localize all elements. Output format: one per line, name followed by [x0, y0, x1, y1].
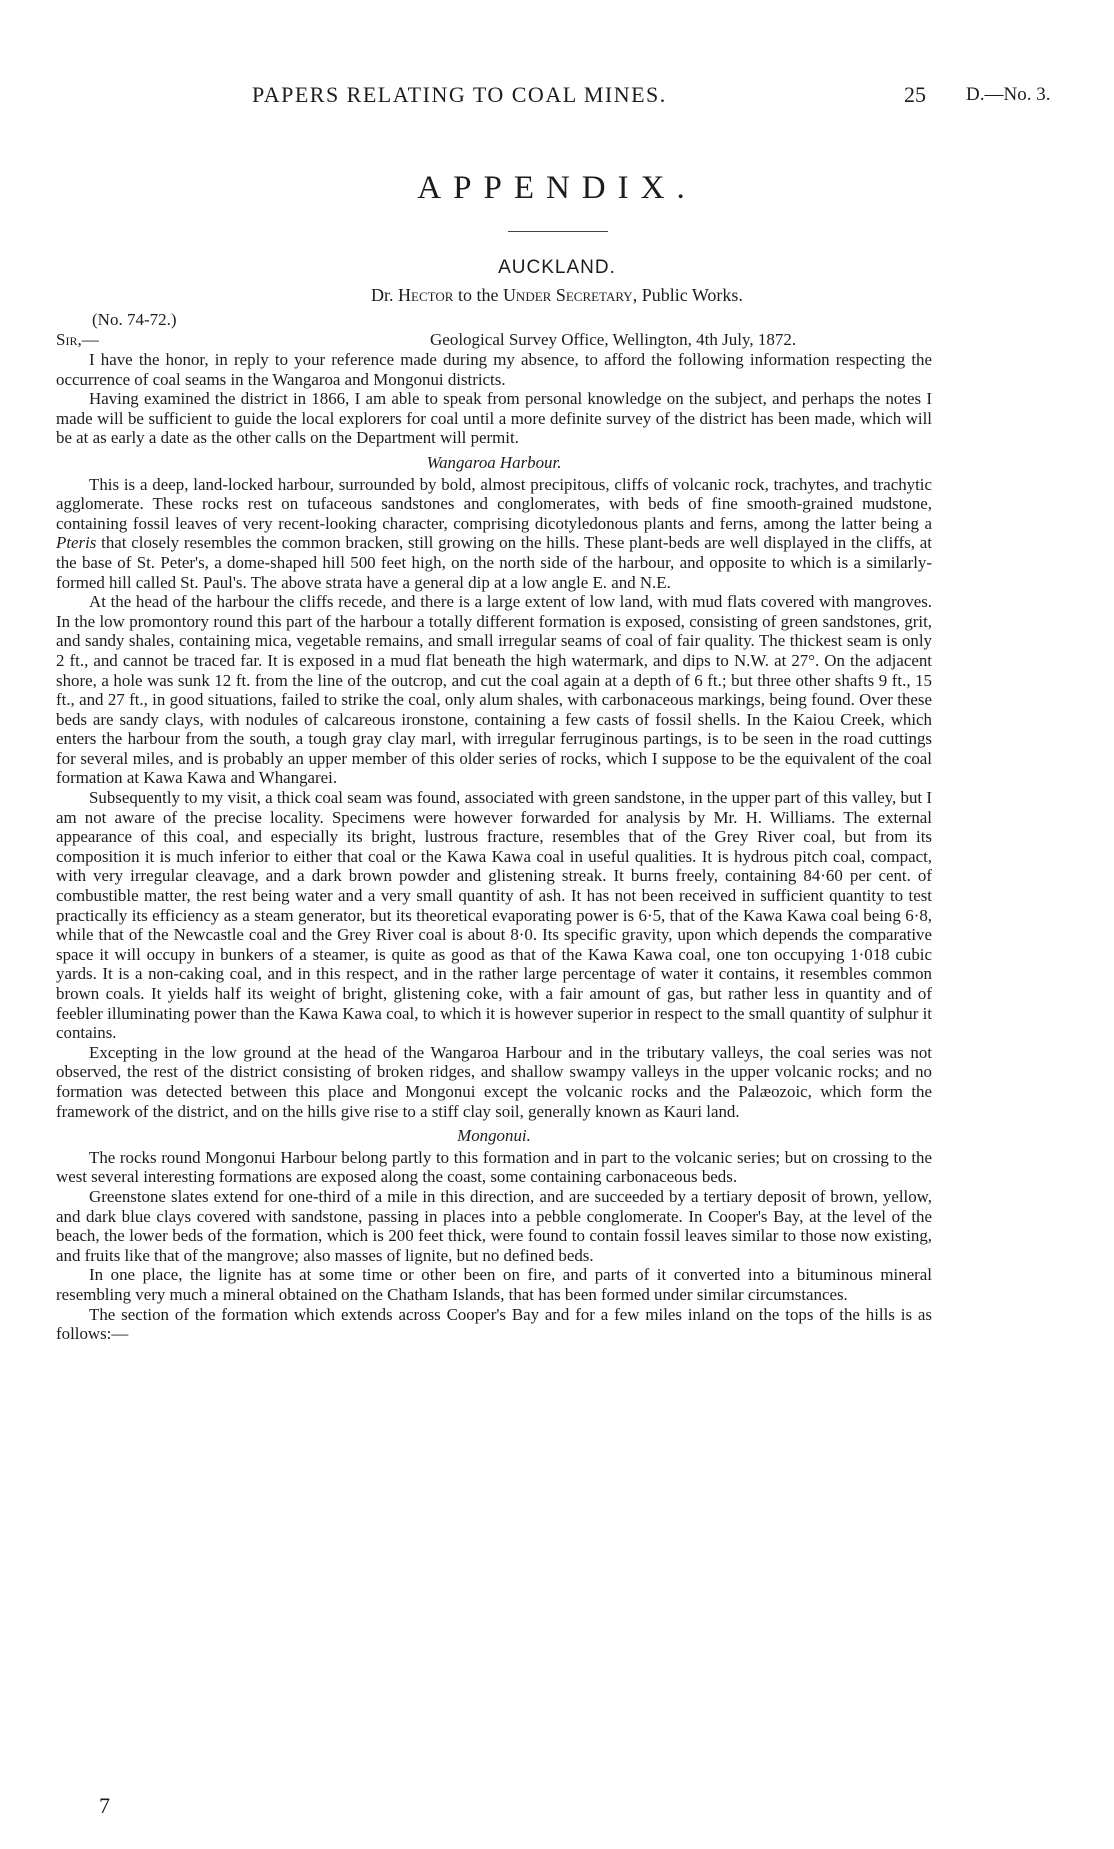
paragraph: Subsequently to my visit, a thick coal seam was found, associated with green sandstone, in the upper part of this valley, but I am not aware of the precise locality. Specimens were however forwarded for analysis by Mr. H. Williams. The external appearance of this coal, and especially its bright, lustrous fracture, resembles that of the Grey River coal, but from its composition it is much inferior to either that coal or the Kawa Kawa coal in useful qualities. It is hydrous pitch coal, compact, with very irregular cleavage, and a dark brown powder and glistening streak. It burns freely, containing 84·60 per cent. of combustible matter, the rest being water and a very small quantity of ash. It has not been received in sufficient quantity to test practically its efficiency as a steam generator, but its theoretical evaporating power is 6·5, that of the Kawa Kawa coal being 6·8, while that of the Newcastle coal and the Grey River coal is about 8·0. Its specific gravity, upon which depends the comparative space it will occupy in bunkers of a steamer, is quite as good as that of the Kawa Kawa coal, one ton occupying 1·018 cubic yards. It is a non-caking coal, and in this respect, and in the rather large percentage of water it contains, it resembles common brown coals. It yields half its weight of bright, glistening coke, with a fair amount of gas, but rather less in quantity and of feebler illuminating power than the Kawa Kawa coal, to which it is however superior in respect to the small quantity of sulphur it contains.: [56, 788, 932, 1043]
salutation: [56, 330, 99, 350]
paragraph-part: that closely resembles the common bracken, still growing on the hills. These plant-beds are well displayed in the cliffs, at the base of St. Peter's, a dome-shaped hill 500 feet high, on the north side of the harbour, and opposite to which is a similarly-formed hill called St. Paul's. The above strata have a general dip at a low angle E. and N.E.: [56, 533, 932, 592]
subheading-wangaroa: Wangaroa Harbour.: [426, 452, 562, 472]
paragraph: Greenstone slates extend for one-third of a mile in this direction, and are succeeded by a tertiary deposit of brown, yellow, and dark blue clays covered with sandstone, passing in places into a pebble conglomerate. In Cooper's Bay, at the level of the beach, the lower beds of the formation, which is 200 feet thick, were found to contain fossil leaves similar to those now existing, and fruits like that of the mangrove; also masses of lignite, but no defined beds.: [56, 1186, 932, 1265]
subheading-mongonui: Mongonui.: [457, 1126, 531, 1146]
section-title: AUCKLAND.: [498, 257, 616, 278]
dateline: Geological Survey Office, Wellington, 4th July, 1872.: [430, 330, 797, 349]
paragraph: I have the honor, in reply to your reference made during my absence, to afford the following information respecting the occurrence of coal seams in the Wangaroa and Mongonui districts.: [56, 350, 932, 389]
reference-number: (No. 74-72.): [92, 310, 177, 329]
sender-name: Hector: [398, 285, 454, 305]
paragraph: [56, 475, 932, 593]
letter-body: [56, 350, 932, 1344]
series-reference: D.—No. 3.: [966, 84, 1051, 105]
title-divider: [508, 231, 608, 232]
paragraph: Excepting in the low ground at the head of the Wangaroa Harbour and in the tributary valleys, the coal series was not observed, the rest of the district consisting of broken ridges, and shallow swampy valleys in the upper volcanic rocks; and no formation was detected between this place and Mongonui except the volcanic rocks and the Palæozoic, which form the framework of the district, and on the hills give rise to a stiff clay soil, generally known as Kauri land.: [56, 1042, 932, 1121]
addressee-mid: to the: [453, 285, 503, 305]
paragraph: At the head of the harbour the cliffs recede, and there is a large extent of low land, with mud flats covered with mangroves. In the low promontory round this part of the harbour a totally different formation is exposed, consisting of green sandstones, grit, and sandy shales, containing mica, vegetable remains, and small irregular seams of coal of fair quality. The thickest seam is only 2 ft., and cannot be traced far. It is exposed in a mud flat beneath the high watermark, and dips to N.W. at 27°. On the adjacent shore, a hole was sunk 12 ft. from the line of the outcrop, and cut the coal again at a depth of 6 ft.; but three other shafts 9 ft., 15 ft., and 27 ft., in good situations, failed to strike the coal, only alum shales, with carbonaceous markings, being found. Over these beds are sandy clays, with nodules of calcareous ironstone, containing a few casts of fossil shells. In the Kaiou Creek, which enters the harbour from the south, a tough gray clay marl, with irregular ferruginous partings, is to be seen in the road cuttings for several miles, and is probably an upper member of this older series of rocks, which I suppose to be the equivalent of the coal formation at Kawa Kawa and Whangarei.: [56, 592, 932, 788]
appendix-title: APPENDIX.: [417, 170, 697, 206]
italic-term: Pteris: [56, 533, 97, 553]
paragraph: In one place, the lignite has at some time or other been on fire, and parts of it converted into a bituminous mineral resembling very much a mineral obtained on the Chatham Islands, that has been formed under similar circumstances.: [56, 1265, 932, 1304]
addressee-prefix: Dr.: [371, 285, 399, 305]
running-title: PAPERS RELATING TO COAL MINES.: [252, 82, 667, 107]
page-number: 25: [904, 82, 926, 107]
recipient-name: Under Secretary: [502, 285, 633, 305]
addressee-line: [0, 285, 1114, 306]
running-header: [0, 82, 1114, 112]
printer-signature-mark: 7: [99, 1793, 110, 1818]
paragraph: The section of the formation which extends across Cooper's Bay and for a few miles inland on the tops of the hills is as follows:—: [56, 1304, 932, 1344]
paragraph: Having examined the district in 1866, I am able to speak from personal knowledge on the subject, and perhaps the notes I made will be sufficient to guide the local explorers for coal until a more definite survey of the district has been made, which will be at as early a date as the other calls on the Department will permit.: [56, 389, 932, 448]
addressee-suffix: , Public Works.: [632, 285, 743, 305]
salutation-text: Sir,—: [56, 330, 99, 349]
paragraph: The rocks round Mongonui Harbour belong partly to this formation and in part to the volcanic series; but on crossing to the west several interesting formations are exposed along the coast, some containing carbonaceous beds.: [56, 1147, 932, 1187]
paragraph-part: This is a deep, land-locked harbour, surrounded by bold, almost precipitous, cliffs of volcanic rock, trachytes, and trachytic agglomerate. These rocks rest on tufaceous sandstones and conglomerates, with beds of fine smooth-grained mudstone, containing fossil leaves of very recent-looking character, comprising dicotyledonous plants and ferns, among the latter being a: [56, 474, 932, 533]
